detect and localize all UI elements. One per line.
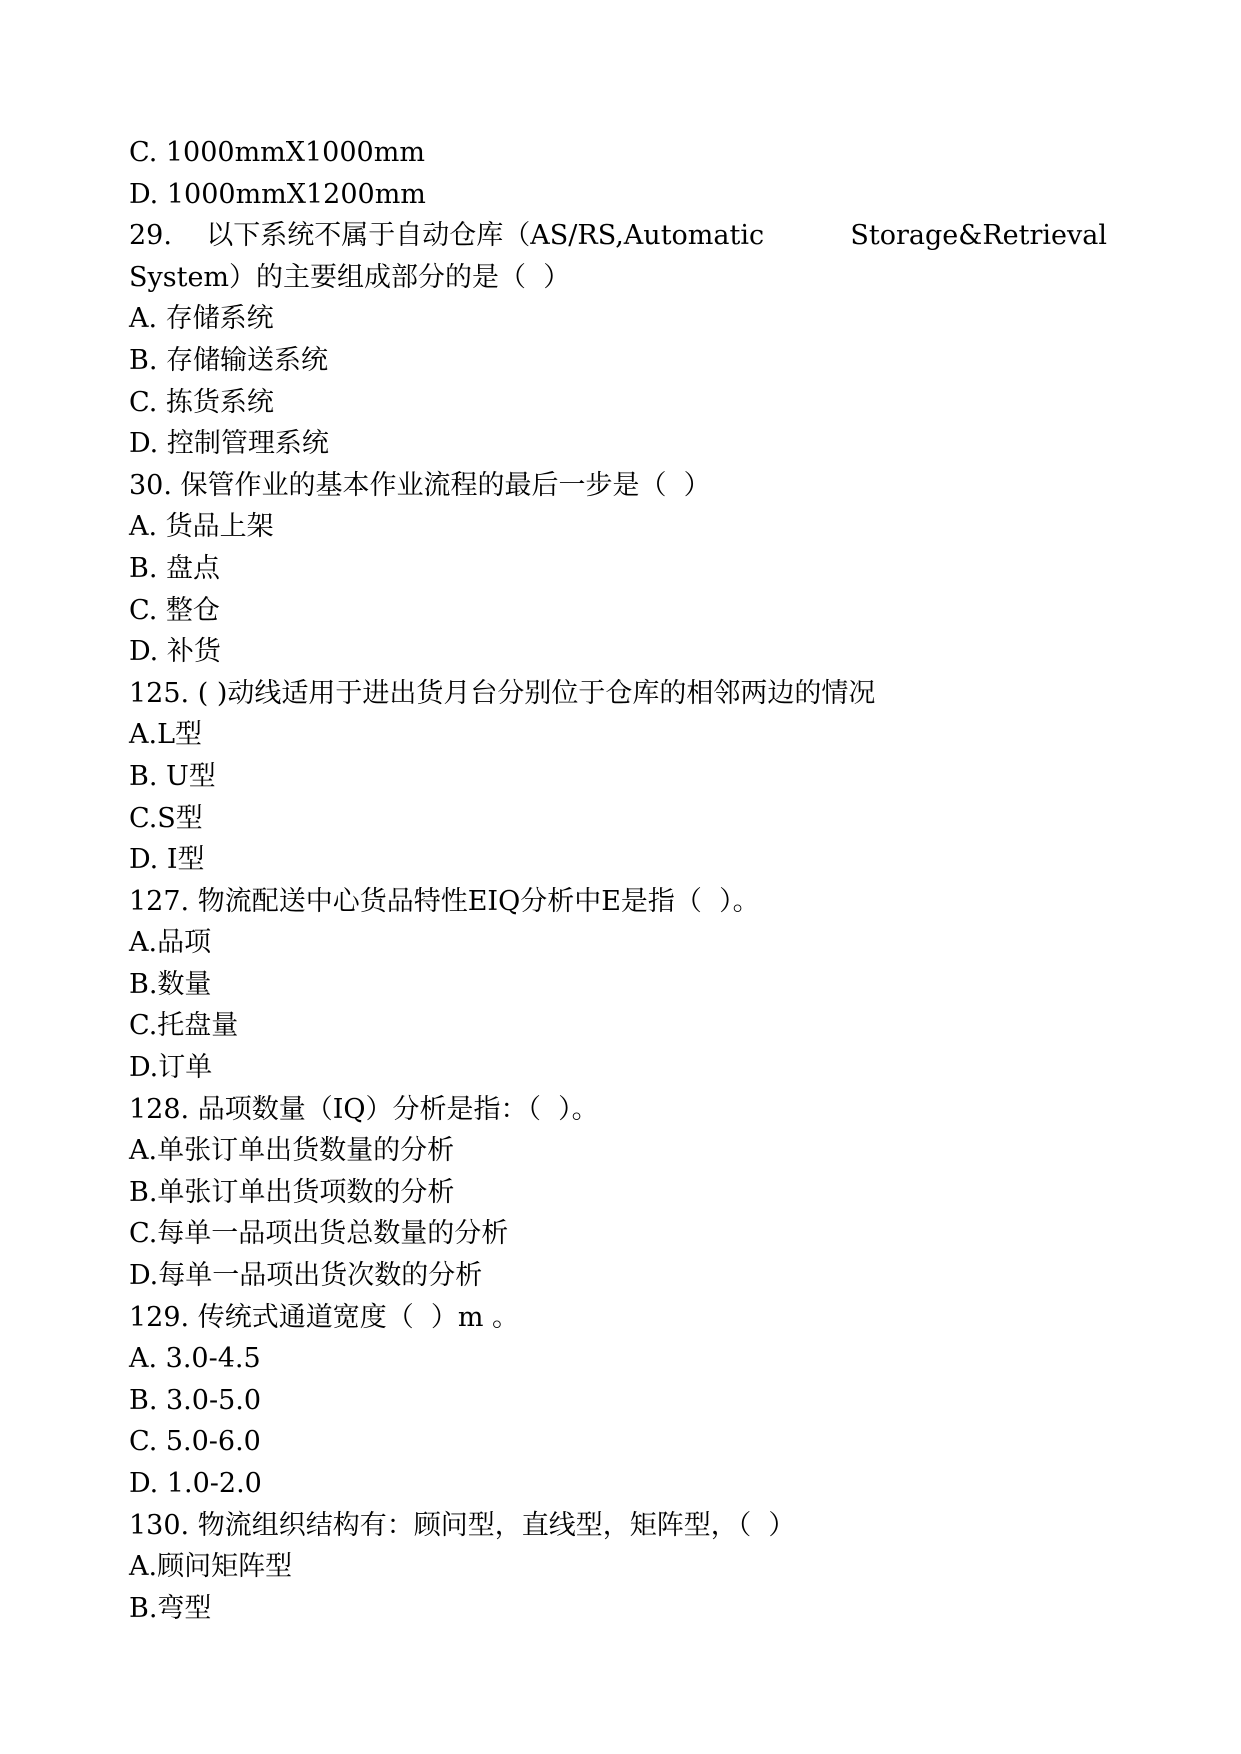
option-a-29: A. 存储系统 (129, 303, 274, 335)
question-30: 30. 保管作业的基本作业流程的最后一步是（ ） (129, 469, 711, 501)
question-29-text-a: 29. 以下系统不属于自动仓库（AS/RS,Automatic (129, 220, 765, 252)
option-d-127: D.订单 (129, 1052, 213, 1084)
option-a-129: A. 3.0-4.5 (129, 1343, 261, 1375)
option-a-127: A.品项 (129, 927, 212, 959)
option-c-28: C. 1000mmX1000mm (129, 137, 425, 168)
option-b-127: B.数量 (129, 968, 212, 1000)
question-29-text-b: Storage&Retrieval (850, 220, 1107, 252)
option-a-30: A. 货品上架 (129, 511, 274, 543)
option-d-29: D. 控制管理系统 (129, 428, 329, 460)
option-b-30: B. 盘点 (129, 552, 221, 584)
option-c-128: C.每单一品项出货总数量的分析 (129, 1218, 509, 1250)
option-b-130: B.弯型 (129, 1592, 212, 1624)
question-128: 128. 品项数量（IQ）分析是指：（ ）。 (129, 1093, 599, 1125)
question-130: 130. 物流组织结构有：顾问型，直线型，矩阵型，（ ） (129, 1509, 796, 1541)
option-c-129: C. 5.0-6.0 (129, 1426, 261, 1458)
document-page (129, 132, 1119, 1629)
option-a-130: A.顾问矩阵型 (129, 1551, 293, 1583)
question-125: 125. ( )动线适用于进出货月台分别位于仓库的相邻两边的情况 (129, 677, 876, 709)
option-b-129: B. 3.0-5.0 (129, 1384, 262, 1416)
option-a-125: A.L型 (129, 719, 203, 751)
option-d-125: D. I型 (129, 844, 205, 876)
option-b-29: B. 存储输送系统 (129, 344, 329, 376)
option-c-125: C.S型 (129, 802, 203, 834)
option-c-127: C.托盘量 (129, 1010, 239, 1042)
option-d-28: D. 1000mmX1200mm (129, 178, 426, 210)
question-129: 129. 传统式通道宽度（ ）m 。 (129, 1301, 520, 1333)
option-a-128: A.单张订单出货数量的分析 (129, 1135, 455, 1167)
option-c-29: C. 拣货系统 (129, 386, 274, 418)
option-b-125: B. U型 (129, 760, 216, 792)
question-29-first-line (129, 215, 1107, 257)
option-b-128: B.单张订单出货项数的分析 (129, 1176, 455, 1208)
option-d-30: D. 补货 (129, 636, 221, 668)
question-127: 127. 物流配送中心货品特性EIQ分析中E是指（ ）。 (129, 885, 760, 917)
option-d-129: D. 1.0-2.0 (129, 1468, 262, 1499)
option-d-128: D.每单一品项出货次数的分析 (129, 1260, 483, 1292)
option-c-30: C. 整仓 (129, 594, 220, 626)
question-29-second-line: System）的主要组成部分的是（ ） (129, 261, 571, 293)
